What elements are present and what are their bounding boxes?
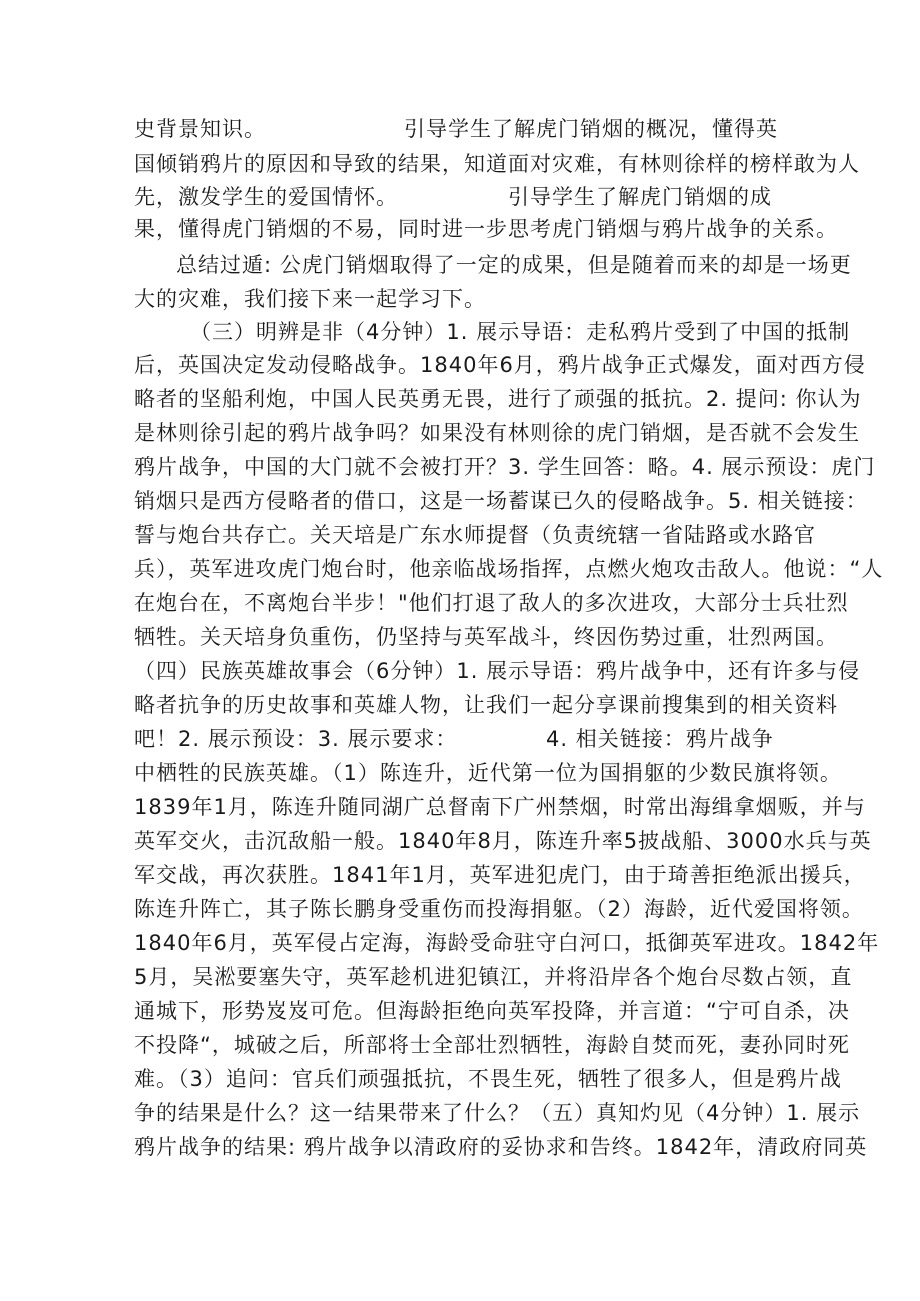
text-line: 牺牲。关天培身负重伤，仍坚持与英军战斗，终因伤势过重，壮烈两国。 — [134, 625, 838, 649]
text-line: 鸦片战争，中国的大门就不会被打开？3. 学生回答：略。4. 展示预设：虎门 — [134, 455, 876, 479]
text-line: 销烟只是西方侵略者的借口，这是一场蓄谋已久的侵略战争。5. 相关链接： — [134, 489, 868, 513]
text-line: 国倾销鸦片的原因和导致的结果，知道面对灾难，有林则徐样的榜样敢为人 — [134, 152, 860, 176]
text-line: 军交战，再次获胜。1841年1月，英军进犯虎门，由于琦善拒绝派出援兵， — [134, 863, 866, 887]
text-line: 后，英国决定发动侵略战争。1840年6月，鸦片战争正式爆发，面对西方侵 — [134, 353, 866, 377]
text-segment: 引导学生了解虎门销烟的概况，懂得英 — [404, 117, 778, 141]
text-line: 誓与炮台共存亡。关天培是广东水师提督（负责统辖一省陆路或水路官 — [134, 523, 816, 547]
text-line: 5月，吴淞要塞失守，英军趁机进犯镇江，并将沿岸各个炮台尽数占领，直 — [134, 965, 853, 989]
text-line: 争的结果是什么？这一结果带来了什么？（五）真知灼见（4分钟）1. 展示 — [134, 1101, 861, 1125]
text-line: 1839年1月，陈连升随同湖广总督南下广州禁烟，时常出海缉拿烟贩，并与 — [134, 795, 866, 819]
text-line: 通城下，形势岌岌可危。但海龄拒绝向英军投降，并言道：“宁可自杀，决 — [134, 999, 850, 1023]
text-line: 是林则徐引起的鸦片战争吗？如果没有林则徐的虎门销烟，是否就不会发生 — [134, 421, 860, 445]
text-line: 难。（3）追问：官兵们顽强抵抗，不畏生死，牺牲了很多人，但是鸦片战 — [134, 1067, 842, 1091]
text-line: 总结过遁: 公虎门销烟取得了一定的成果，但是随着而来的却是一场更 — [176, 253, 852, 277]
text-segment: 吧！2. 展示预设：3. 展示要求： — [134, 727, 458, 751]
text-line: 陈连升阵亡，其子陈长鹏身受重伤而投海捐躯。（2）海龄，近代爱国将领。 — [134, 897, 864, 921]
text-segment: 先，激发学生的爱国情怀。 — [134, 185, 398, 209]
text-segment: 引导学生了解虎门销烟的成 — [508, 185, 772, 209]
text-line: 略者抗争的历史故事和英雄人物，让我们一起分享课前搜集到的相关资料 — [134, 693, 838, 717]
text-line: 1840年6月，英军侵占定海，海龄受命驻守白河口，抵御英军进攻。1842年 — [134, 931, 880, 955]
text-line: 中栖牲的民族英雄。（1）陈连升，近代第一位为国捐躯的少数民旗将领。 — [134, 761, 842, 785]
text-line: 在炮台在，不离炮台半步！"他们打退了敌人的多次进攻，大部分士兵壮烈 — [134, 591, 849, 615]
text-line: 兵），英军进攻虎门炮台时，他亲临战场指挥，点燃火炮攻击敌人。他说：“人 — [134, 557, 884, 581]
text-line: 英军交火，击沉敌船一般。1840年8月，陈连升率5披战船、3000水兵与英 — [134, 829, 872, 853]
text-line: 大的灾难，我们接下来一起学习下。 — [134, 287, 486, 311]
text-line: 果，懂得虎门销烟的不易，同时进一步思考虎门销烟与鸦片战争的关系。 — [134, 217, 838, 241]
section-heading-line: （三）明辨是非（4分钟）1. 展示导语：走私鸦片受到了中国的抵制 — [190, 320, 851, 344]
text-line: 不投降“，城破之后，所部将士全部壮烈牺牲，海龄自焚而死，妻孙同时死 — [134, 1033, 850, 1057]
text-segment: 史背景知识。 — [134, 117, 266, 141]
text-line: 略者的坚船利炮，中国人民英勇无畏，进行了顽强的抵抗。2. 提问: 你认为 — [134, 387, 862, 411]
text-line: 鸦片战争的结果: 鸦片战争以清政府的妥协求和告终。1842年，清政府同英 — [134, 1135, 868, 1159]
text-segment: 4. 相关链接：鸦片战争 — [546, 727, 774, 751]
section-heading-line: （四）民族英雄故事会（6分钟）1. 展示导语：鸦片战争中，还有许多与侵 — [134, 659, 861, 683]
